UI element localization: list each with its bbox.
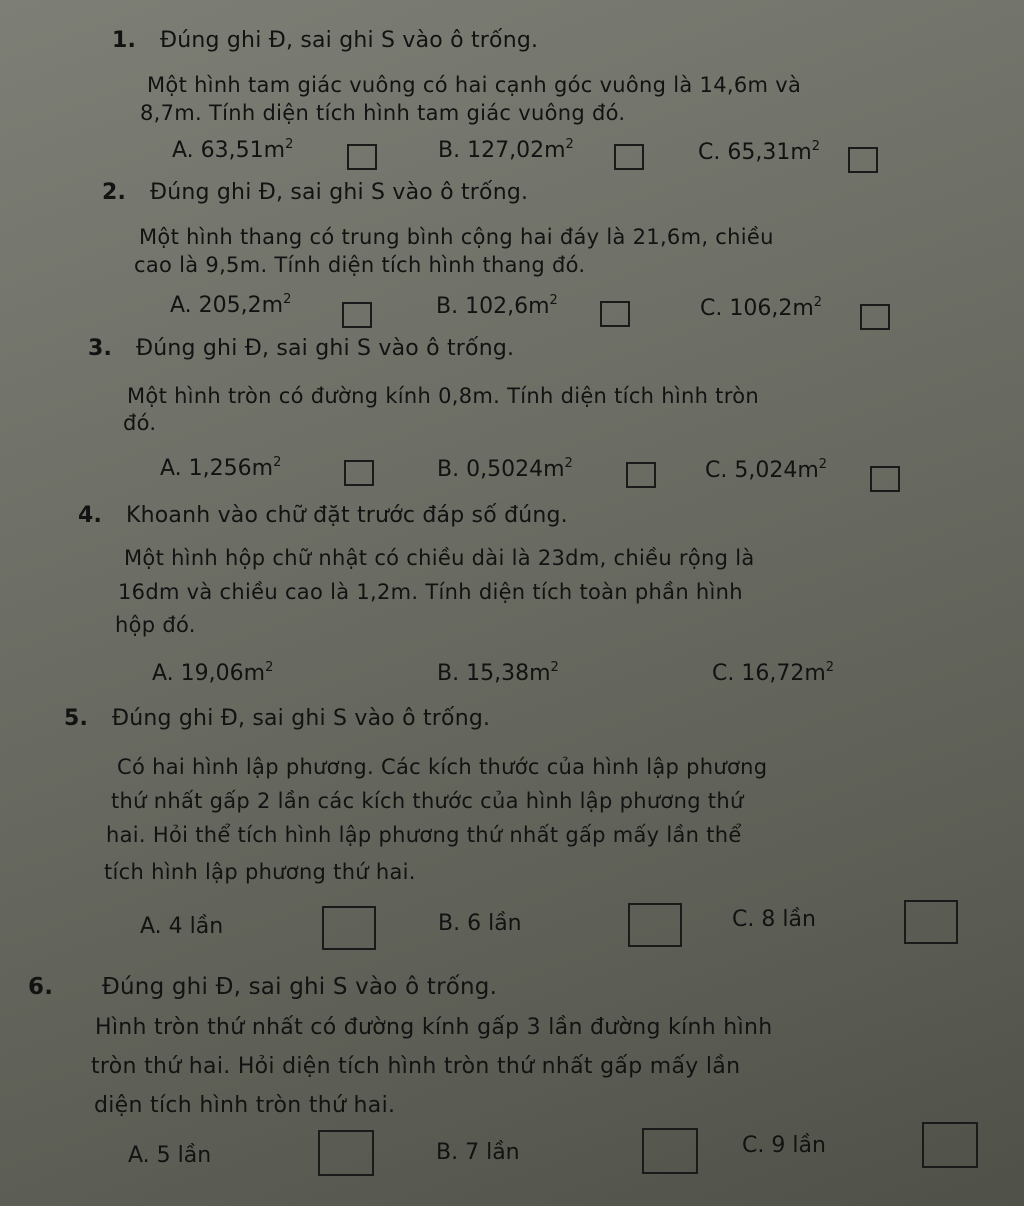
question-4-text-line: 16dm và chiều cao là 1,2m. Tính diện tích toàn phần hình [118,580,743,604]
question-6-answer-box-c[interactable] [922,1122,978,1168]
question-3-option-a: A. $1,256m^2$ [160,455,282,481]
question-5-instruction: 5. Đúng ghi Đ, sai ghi S vào ô trống. [64,706,491,731]
question-6-text-line: tròn thứ hai. Hỏi diện tích hình tròn thứ nhất gấp mấy lần [91,1054,741,1079]
question-5-option-a: A. 4 lần [140,914,224,939]
question-1-instruction: 1. Đúng ghi Đ, sai ghi S vào ô trống. [112,28,539,53]
question-3-option-b: B. $0,5024m^2$ [437,456,573,482]
question-6-option-a: A. 5 lần [128,1143,212,1168]
question-6-answer-box-b[interactable] [642,1128,698,1174]
question-5-answer-box-a[interactable] [322,906,376,950]
question-2-answer-box-b[interactable] [600,301,630,327]
question-4-option-c[interactable]: C. $16,72m^2$ [712,660,835,686]
question-2-answer-box-a[interactable] [342,302,372,328]
question-5-text-line: tích hình lập phương thứ hai. [104,860,416,884]
question-3-text-line: Một hình tròn có đường kính 0,8m. Tính diện tích hình tròn [127,384,759,408]
question-4-option-b[interactable]: B. $15,38m^2$ [437,660,559,686]
question-2-text-line: Một hình thang có trung bình cộng hai đáy là 21,6m, chiều [139,225,774,249]
question-3-answer-box-a[interactable] [344,460,374,486]
question-6-text-line: Hình tròn thứ nhất có đường kính gấp 3 lần đường kính hình [95,1015,773,1040]
question-1-text-line: Một hình tam giác vuông có hai cạnh góc vuông là 14,6m và [147,73,802,97]
question-4-option-a[interactable]: A. $19,06m^2$ [152,660,274,686]
question-5-answer-box-c[interactable] [904,900,958,944]
question-5-option-c: C. 8 lần [732,907,816,932]
question-2-text-line: cao là 9,5m. Tính diện tích hình thang đó. [134,253,586,277]
question-6-option-b: B. 7 lần [436,1140,520,1165]
question-1-option-c: C. $65,31m^2$ [698,139,821,165]
question-4-text-line: hộp đó. [115,613,196,637]
question-5-option-b: B. 6 lần [438,911,522,936]
question-6-text-line: diện tích hình tròn thứ hai. [94,1093,396,1118]
question-5-text-line: hai. Hỏi thể tích hình lập phương thứ nhất gấp mấy lần thể [106,823,742,847]
question-4-instruction: 4. Khoanh vào chữ đặt trước đáp số đúng. [78,503,568,528]
question-5-text-line: Có hai hình lập phương. Các kích thước của hình lập phương [117,755,768,779]
question-1-answer-box-c[interactable] [848,147,878,173]
question-6-option-c: C. 9 lần [742,1133,826,1158]
question-1-text-line: 8,7m. Tính diện tích hình tam giác vuông đó. [140,101,626,125]
question-3-text-line: đó. [123,411,157,435]
question-6-answer-box-a[interactable] [318,1130,374,1176]
question-1-answer-box-b[interactable] [614,144,644,170]
question-1-option-a: A. $63,51m^2$ [172,137,294,163]
question-3-option-c: C. $5,024m^2$ [705,457,828,483]
question-2-option-a: A. $205,2m^2$ [170,292,292,318]
question-2-option-b: B. $102,6m^2$ [436,293,558,319]
question-5-text-line: thứ nhất gấp 2 lần các kích thước của hình lập phương thứ [111,789,744,813]
question-3-instruction: 3. Đúng ghi Đ, sai ghi S vào ô trống. [88,336,515,361]
question-2-instruction: 2. Đúng ghi Đ, sai ghi S vào ô trống. [102,180,529,205]
question-3-answer-box-c[interactable] [870,466,900,492]
question-4-text-line: Một hình hộp chữ nhật có chiều dài là 23dm, chiều rộng là [124,546,755,570]
question-1-answer-box-a[interactable] [347,144,377,170]
question-1-option-b: B. $127,02m^2$ [438,137,574,163]
question-6-instruction: 6. Đúng ghi Đ, sai ghi S vào ô trống. [28,974,498,1000]
question-3-answer-box-b[interactable] [626,462,656,488]
question-2-answer-box-c[interactable] [860,304,890,330]
question-5-answer-box-b[interactable] [628,903,682,947]
question-2-option-c: C. $106,2m^2$ [700,295,823,321]
